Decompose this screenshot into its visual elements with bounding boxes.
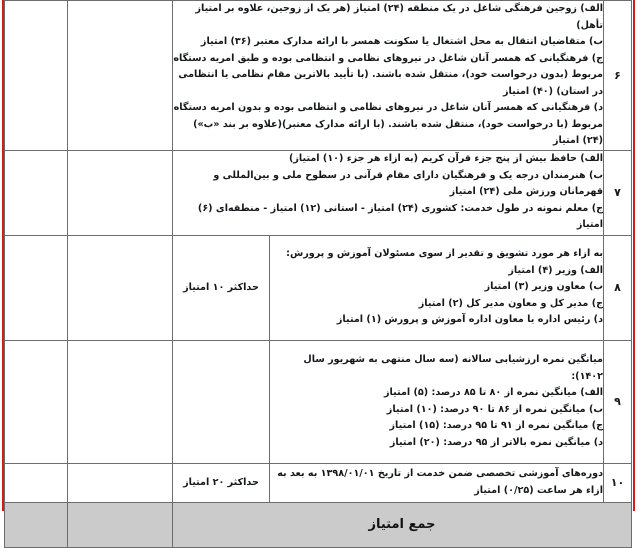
score-entry-blank[interactable]	[68, 235, 173, 340]
score-entry-blank[interactable]	[68, 340, 173, 463]
total-label: جمع امتیاز	[173, 502, 632, 547]
criteria-cell	[270, 340, 604, 463]
criteria-clause: ج) معلم نمونه در طول خدمت: کشوری (۲۴) امتیاز - استانی (۱۲) امتیاز - منطقه‌ای (۶) امتیاز	[197, 202, 603, 231]
table-row	[5, 235, 632, 340]
criteria-lead-text: به ازاء هر مورد تشویق و تقدیر از سوی مسئولان آموزش و پرورش:	[286, 248, 603, 260]
criteria-clause: ب) هنرمندان درجه یک و فرهنگیان دارای مقام قرآنی در سطوح ملی و بین‌المللی و قهرمانان ورزش ملی (۲۴) امتیاز	[213, 169, 603, 198]
scoring-criteria-table	[4, 0, 632, 548]
row-number-cell: ۸	[604, 235, 632, 340]
score-entry-blank[interactable]	[5, 235, 68, 340]
score-entry-blank[interactable]	[5, 340, 68, 463]
criteria-clause: الف) میانگین نمره از ۸۰ تا ۸۵ درصد: (۵) امتیاز	[383, 387, 603, 398]
criteria-clause: الف) زوجین فرهنگی شاغل در یک منطقه (۲۴) امتیاز (هر یک از زوجین، علاوه بر امتیاز تأهل)	[195, 3, 603, 31]
criteria-clause: د) فرهنگیانی که همسر آنان شاغل در نیروهای نظامی و انتظامی بوده و بدون امریه دستگاه مربوط (با درخواست خود)، منتقل شده باشند. (با ارائه مدارک معتبر)(علاوه بر بند «ب») (۲۴) امتیاز	[173, 102, 603, 146]
row-number-cell: ۹	[604, 340, 632, 463]
max-points-cell: حداکثر ۱۰ امتیاز	[173, 235, 270, 340]
score-entry-blank[interactable]	[5, 1, 68, 151]
total-score-blank[interactable]	[5, 502, 68, 547]
criteria-clause: الف) وزیر (۴) امتیاز	[508, 264, 603, 276]
row-number-cell: ۶	[604, 1, 632, 151]
total-score-blank[interactable]	[68, 502, 173, 547]
criteria-clause: د) رئیس اداره یا معاون اداره آموزش و پرورش (۱) امتیاز	[336, 314, 603, 326]
max-points-cell: حداکثر ۲۰ امتیاز	[173, 463, 270, 502]
page-right-edge-rule	[633, 0, 635, 511]
criteria-cell	[173, 1, 604, 151]
table-row	[5, 1, 632, 151]
score-entry-blank[interactable]	[68, 463, 173, 502]
page-left-edge-rule	[2, 0, 4, 511]
row-number-cell: ۷	[604, 150, 632, 235]
score-entry-blank[interactable]	[68, 150, 173, 235]
criteria-cell	[173, 150, 604, 235]
criteria-cell	[270, 463, 604, 502]
table-row	[5, 463, 632, 502]
criteria-cell	[270, 235, 604, 340]
table-row	[5, 150, 632, 235]
criteria-clause: ج) میانگین نمره از ۹۱ تا ۹۵ درصد: (۱۵) امتیاز	[389, 420, 603, 431]
criteria-clause: الف) حافظ بیش از پنج جزء قرآن کریم (به ازاء هر جزء (۱۰) امتیاز)	[289, 153, 603, 165]
criteria-clause: ج) فرهنگیانی که همسر آنان شاغل در نیروهای نظامی و انتظامی بوده و طبق امریه دستگاه مربوط (بدون درخواست خود)، منتقل شده باشند. (با تأیید بالاترین مقام نظامی یا انتظامی در استان) (۴۰) امتیاز	[173, 52, 603, 97]
criteria-clause: ب) میانگین نمره از ۸۶ تا ۹۰ درصد: (۱۰) امتیاز	[386, 403, 603, 415]
score-entry-blank[interactable]	[5, 463, 68, 502]
criteria-clause: ب) متقاضیان انتقال به محل اشتغال یا سکونت همسر با ارائه مدارک معتبر (۳۶) امتیاز	[200, 36, 603, 47]
criteria-lead-text: میانگین نمره ارزشیابی سالانه (سه سال منتهی به شهریور سال ۱۴۰۲):	[303, 354, 603, 382]
score-entry-blank[interactable]	[68, 1, 173, 151]
criteria-clause: د) میانگین نمره بالاتر از ۹۵ درصد: (۲۰) امتیاز	[389, 436, 603, 448]
table-row	[5, 340, 632, 463]
criteria-clause: ج) مدیر کل و معاون مدیر کل (۲) امتیاز	[418, 297, 603, 309]
total-row	[5, 502, 632, 547]
criteria-clause: دوره‌های آموزشی تخصصی ضمن خدمت از تاریخ ۱۳۹۸/۰۱/۰۱ به بعد به ازاء هر ساعت (۰/۲۵) امتیاز	[277, 468, 603, 496]
criteria-clause: ب) معاون وزیر (۳) امتیاز	[484, 281, 603, 293]
score-entry-blank[interactable]	[5, 150, 68, 235]
row-number-cell: ۱۰	[604, 463, 632, 502]
max-points-cell	[173, 340, 270, 463]
